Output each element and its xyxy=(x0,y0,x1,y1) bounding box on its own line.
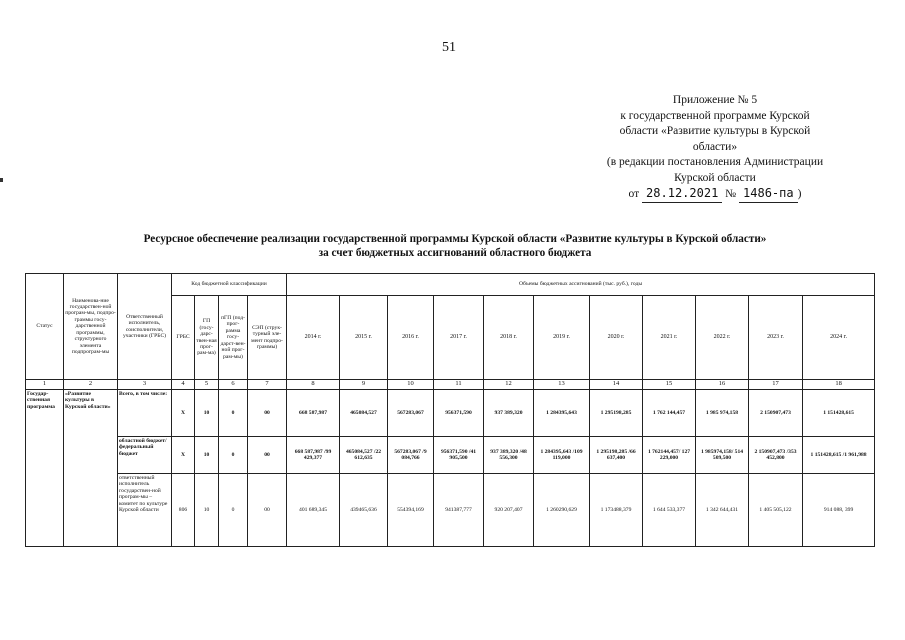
header-year: 2022 г. xyxy=(696,296,749,380)
value-cell: 956371,590 /41 905,500 xyxy=(434,437,484,474)
header-volumes: Объемы бюджетных ассигнований (тыс. руб.), годы xyxy=(287,274,875,296)
value-cell: 1 762144,457/ 127 229,000 xyxy=(643,437,696,474)
value-cell: 2 150907,473 xyxy=(749,390,803,437)
decree-reference xyxy=(585,186,845,203)
column-number: 5 xyxy=(195,380,219,390)
header-year: 2020 г. xyxy=(590,296,643,380)
column-number: 14 xyxy=(590,380,643,390)
column-number: 12 xyxy=(484,380,534,390)
appendix-line: Курской области xyxy=(674,171,756,184)
header-year: 2024 г. xyxy=(803,296,875,380)
grbs-cell: 806 xyxy=(172,474,195,547)
column-number: 7 xyxy=(248,380,287,390)
value-cell: 439465,636 xyxy=(340,474,388,547)
appendix-line: (в редакции постановления Администрации xyxy=(606,156,824,168)
grbs-cell: X xyxy=(172,390,195,437)
column-number: 2 xyxy=(64,380,118,390)
value-cell: 1 173488,379 xyxy=(590,474,643,547)
column-number-row xyxy=(26,380,875,390)
gp-cell: 10 xyxy=(195,437,219,474)
table-row-regional xyxy=(26,437,875,474)
value-cell: 401 689,345 xyxy=(287,474,340,547)
column-number: 11 xyxy=(434,380,484,390)
value-cell: 1 295198,285 xyxy=(590,390,643,437)
responsible-cell: областной бюджет/ федеральный бюджет xyxy=(118,437,172,474)
appendix-line: области» xyxy=(692,140,738,153)
value-cell: 1 985 974,158 xyxy=(696,390,749,437)
column-number: 6 xyxy=(219,380,248,390)
header-year: 2023 г. xyxy=(749,296,803,380)
column-number: 10 xyxy=(388,380,434,390)
closing-paren: ) xyxy=(797,188,802,200)
column-number: 9 xyxy=(340,380,388,390)
page-number: 51 xyxy=(442,40,456,55)
gp-cell: 10 xyxy=(195,390,219,437)
value-cell: 1 260290,629 xyxy=(534,474,590,547)
header-status: Статус xyxy=(26,274,64,380)
appendix-line: области «Развитие культуры в Курской xyxy=(619,125,811,137)
column-number: 8 xyxy=(287,380,340,390)
value-cell: 668 587,987 /99 429,377 xyxy=(287,437,340,474)
pgp-cell: 0 xyxy=(219,437,248,474)
date-prefix: от xyxy=(628,188,640,200)
value-cell: 1 985974,158/ 514 509,500 xyxy=(696,437,749,474)
status-cell: Государ-ственная программа xyxy=(26,390,64,547)
value-cell: 567283,067 /9 084,766 xyxy=(388,437,434,474)
column-number: 4 xyxy=(172,380,195,390)
value-cell: 920 207,407 xyxy=(484,474,534,547)
value-cell: 2 150907,473 /353 452,800 xyxy=(749,437,803,474)
value-cell: 1 405 505,122 xyxy=(749,474,803,547)
table-row-total xyxy=(26,390,875,437)
header-pgp: пГП (под-прог-рамма госу-дарст-вен-ной прог-рам-мы) xyxy=(219,296,248,380)
value-cell: 1 762 144,457 xyxy=(643,390,696,437)
value-cell: 554394,169 xyxy=(388,474,434,547)
header-year: 2018 г. xyxy=(484,296,534,380)
header-row-1 xyxy=(26,274,875,296)
header-year: 2014 г. xyxy=(287,296,340,380)
column-number: 13 xyxy=(534,380,590,390)
value-cell: 937 389,320 xyxy=(484,390,534,437)
column-number: 18 xyxy=(803,380,875,390)
title-line-1: Ресурсное обеспечение реализации государственной программы Курской области «Развитие культуры в Курской области» xyxy=(143,233,767,245)
header-gp: ГП (госу-дарс-твен-ная прог-рам-ма) xyxy=(195,296,219,380)
value-cell: 1 284395,643 xyxy=(534,390,590,437)
value-cell: 914 088, 399 xyxy=(803,474,875,547)
header-sep: СЭП (струк-турный эле-мент подпро-граммы) xyxy=(248,296,287,380)
column-number: 15 xyxy=(643,380,696,390)
value-cell: 941387,777 xyxy=(434,474,484,547)
header-year: 2015 г. xyxy=(340,296,388,380)
header-year: 2021 г. xyxy=(643,296,696,380)
document-title xyxy=(60,232,850,260)
program-name-cell: «Развитие культуры в Курской области» xyxy=(64,390,118,547)
value-cell: 465084,527 xyxy=(340,390,388,437)
value-cell: 956371,590 xyxy=(434,390,484,437)
header-name: Наименова-ние государствен-ной програм-мы, подпро-граммы госу-дарственной программы, структурного элемента подпрограм-мы xyxy=(64,274,118,380)
header-year: 2019 г. xyxy=(534,296,590,380)
pgp-cell: 0 xyxy=(219,390,248,437)
responsible-cell: Всего, в том числе: xyxy=(118,390,172,437)
appendix-line: к государственной программе Курской xyxy=(620,109,810,122)
value-cell: 1 295198,285 /66 637,400 xyxy=(590,437,643,474)
value-cell: 1 151428,615 xyxy=(803,390,875,437)
header-year: 2017 г. xyxy=(434,296,484,380)
table-row-executor xyxy=(26,474,875,547)
number-prefix: № xyxy=(725,188,737,200)
column-number: 17 xyxy=(749,380,803,390)
value-cell: 1 284395,643 /109 119,000 xyxy=(534,437,590,474)
value-cell: 937 389,320 /48 556,300 xyxy=(484,437,534,474)
gp-cell: 10 xyxy=(195,474,219,547)
budget-table xyxy=(25,273,875,547)
value-cell: 567283,067 xyxy=(388,390,434,437)
sep-cell: 00 xyxy=(248,390,287,437)
appendix-line: Приложение № 5 xyxy=(672,94,758,106)
column-number: 1 xyxy=(26,380,64,390)
value-cell: 668 587,987 xyxy=(287,390,340,437)
header-year: 2016 г. xyxy=(388,296,434,380)
header-budget-code: Код бюджетной классификации xyxy=(172,274,287,296)
responsible-cell: ответственный исполнитель государствен-ной програм-мы – комитет по культуре Курской области xyxy=(118,474,172,547)
grbs-cell: X xyxy=(172,437,195,474)
value-cell: 1 151428,615 /1 961,988 xyxy=(803,437,875,474)
value-cell: 1 644 533,377 xyxy=(643,474,696,547)
scan-edge-mark xyxy=(0,178,3,182)
header-responsible: Ответственный исполнитель, соисполнители, участники (ГРБС) xyxy=(118,274,172,380)
decree-date: 28.12.2021 xyxy=(642,186,722,203)
value-cell: 465084,527 /22 612,635 xyxy=(340,437,388,474)
sep-cell: 00 xyxy=(248,474,287,547)
value-cell: 1 342 644,431 xyxy=(696,474,749,547)
column-number: 3 xyxy=(118,380,172,390)
column-number: 16 xyxy=(696,380,749,390)
decree-number: 1486-па xyxy=(739,186,798,203)
sep-cell: 00 xyxy=(248,437,287,474)
title-line-2: за счет бюджетных ассигнований областного бюджета xyxy=(318,247,592,259)
pgp-cell: 0 xyxy=(219,474,248,547)
appendix-header xyxy=(585,93,845,203)
header-grbs: ГРБС xyxy=(172,296,195,380)
